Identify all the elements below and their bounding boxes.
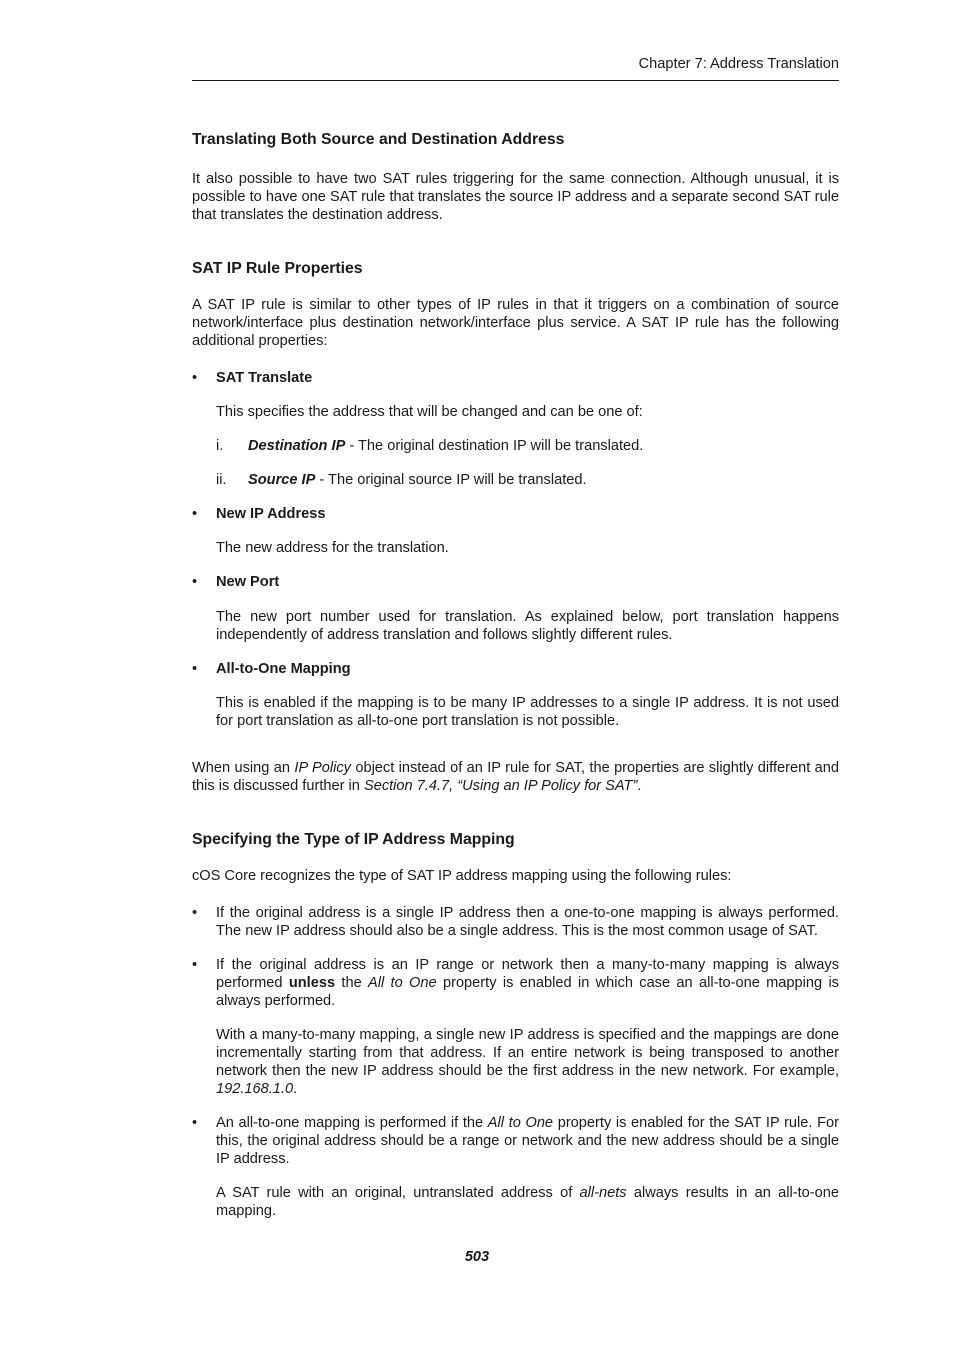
paragraph: It also possible to have two SAT rules triggering for the same connection. Although unusual, it is possible to have one SAT rule that translates the source IP address and a separate second SAT rule that translates the destination address. [192, 171, 839, 223]
text-run: object instead of an IP rule for SAT, the properties are slightly different and this is discussed further in [192, 760, 839, 794]
text-run: A SAT rule with an original, untranslated address of [216, 1185, 580, 1201]
property-description: This specifies the address that will be changed and can be one of: [216, 404, 643, 420]
mapping-rule-item [192, 956, 839, 1010]
option-term: Source IP [248, 472, 316, 488]
bullet: • [192, 574, 198, 590]
mapping-rule-item [192, 904, 839, 940]
bullet: • [192, 905, 198, 921]
property-name: SAT Translate [216, 370, 313, 386]
rule-extra-paragraph [216, 1026, 839, 1098]
running-header: Chapter 7: Address Translation [638, 56, 839, 72]
text-run: property is enabled for the SAT IP rule. For this, the original address should be a range or network and the new address should be a single IP address. [216, 1115, 839, 1167]
text-run: An all-to-one mapping is performed if the [216, 1115, 488, 1131]
option-item [192, 471, 839, 489]
italic-term: IP Policy [294, 760, 351, 776]
header-rule [192, 80, 839, 81]
property-description: The new address for the translation. [216, 540, 449, 556]
paragraph: cOS Core recognizes the type of SAT IP address mapping using the following rules: [192, 868, 732, 884]
option-number: i. [216, 438, 224, 454]
option-text: - The original destination IP will be translated. [345, 438, 644, 454]
bullet: • [192, 661, 198, 677]
rule-extra-paragraph [216, 1184, 839, 1220]
rule-text: If the original address is a single IP address then a one-to-one mapping is always performed. The new IP address should also be a single address. This is the most common usage of SAT. [216, 905, 839, 939]
property-item-new-ip-address [192, 505, 839, 523]
option-text: - The original source IP will be translated. [315, 472, 587, 488]
italic-term: all-nets [579, 1185, 627, 1201]
italic-term: 192.168.1.0 [216, 1081, 294, 1097]
bullet: • [192, 370, 198, 386]
text-run: property is enabled in which case an all-to-one mapping is always performed. [216, 975, 839, 1009]
text-run: When using an [192, 760, 295, 776]
property-item-all-to-one-mapping [192, 660, 839, 678]
text-run: If the original address is an IP range or network then a many-to-many mapping is always performed [216, 957, 839, 991]
property-name: New IP Address [216, 506, 326, 522]
property-name: All-to-One Mapping [216, 661, 351, 677]
text-run: . [293, 1081, 298, 1097]
section-cross-reference[interactable]: Section 7.4.7, “Using an IP Policy for SAT” [363, 778, 638, 794]
mapping-rule-item [192, 1114, 839, 1168]
property-item-sat-translate [192, 369, 839, 387]
section-heading-specifying-type: Specifying the Type of IP Address Mapping [192, 831, 515, 848]
section-heading-sat-ip-rule-properties: SAT IP Rule Properties [192, 260, 363, 277]
text-run: always results in an all-to-one mapping. [216, 1185, 840, 1219]
paragraph: A SAT IP rule is similar to other types of IP rules in that it triggers on a combination of source network/interface plus destination network/interface plus service. A SAT IP rule has the following additional properties: [192, 297, 839, 349]
property-name: New Port [216, 574, 280, 590]
bullet: • [192, 1115, 198, 1131]
option-term: Destination IP [248, 438, 346, 454]
option-item [192, 437, 839, 455]
bullet: • [192, 957, 198, 973]
bullet: • [192, 506, 198, 522]
property-description: This is enabled if the mapping is to be many IP addresses to a single IP address. It is not used for port translation as all-to-one port translation is not possible. [216, 695, 839, 729]
text-run: With a many-to-many mapping, a single new IP address is specified and the mappings are done incrementally starting from that address. If an entire network is being transposed to another network then the new IP address should be the first address in the new network. For example, [216, 1027, 839, 1079]
text-run: . [637, 778, 642, 794]
page-number: 503 [464, 1249, 490, 1265]
text-run: the [335, 975, 369, 991]
italic-term: All to One [368, 975, 437, 991]
section-heading-translating-both: Translating Both Source and Destination Address [192, 131, 565, 148]
property-item-new-port [192, 573, 839, 591]
option-number: ii. [216, 472, 227, 488]
page-content [192, 130, 839, 1220]
property-description: The new port number used for translation. As explained below, port translation happens independently of address translation and follows slightly different rules. [216, 609, 839, 643]
italic-term: All to One [487, 1115, 554, 1131]
policy-note-paragraph [192, 759, 839, 795]
bold-term: unless [288, 975, 336, 991]
